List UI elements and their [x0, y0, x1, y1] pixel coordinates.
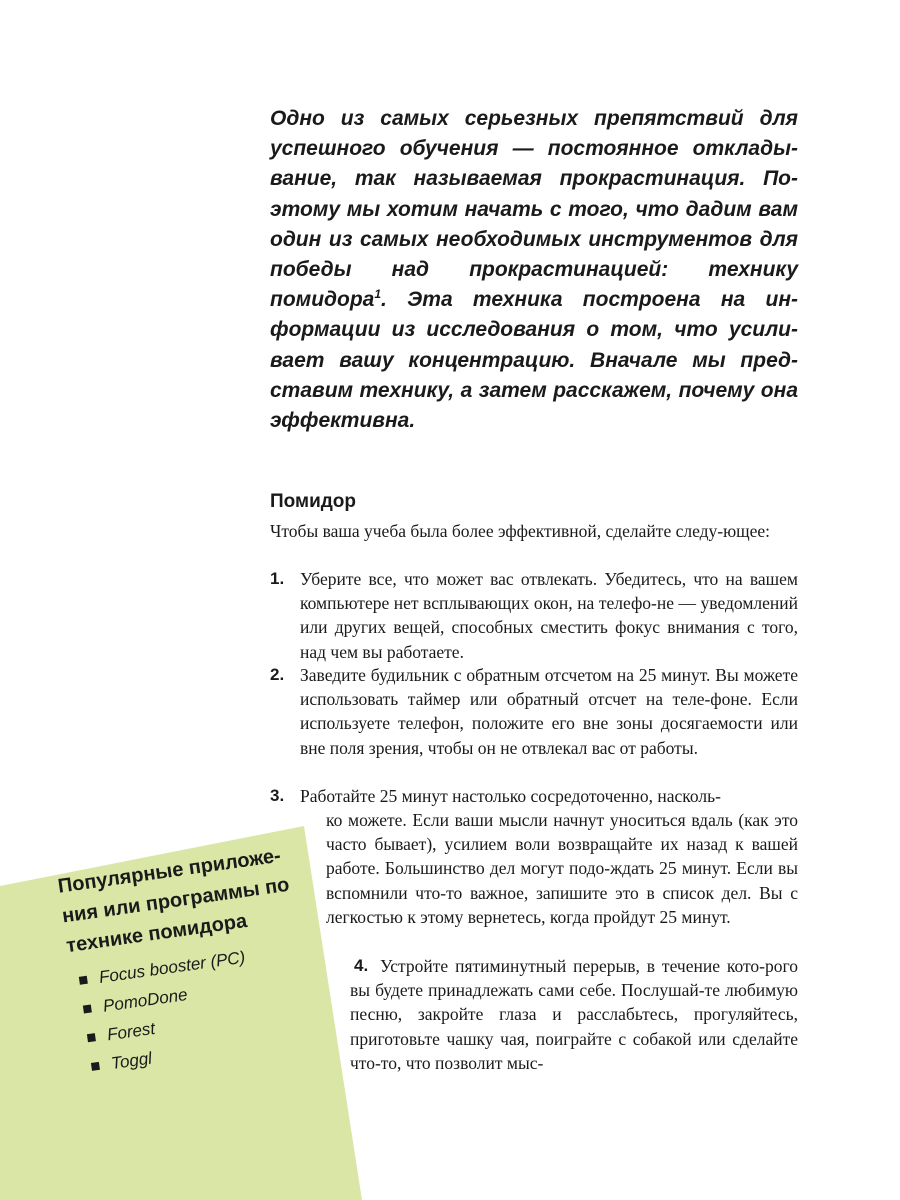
step-3	[270, 784, 798, 808]
step-text: ко можете. Если ваши мысли начнут уноситься вдаль (как это часто бывает), усилием воли возвращайте их назад к вашей работе. Большинство дел могут подо-ждать 25 минут. Если вы вспомнили что-то важное, запишите это в список дел. Вы с легкостью к этому вернетесь, когда пройдут 25 минут.	[326, 810, 798, 927]
square-bullet-icon	[83, 1004, 92, 1013]
sidebar-title: Популярные приложе-ния или программы по технике помидора	[56, 844, 291, 958]
sidebar-box	[56, 837, 333, 1082]
step-number: 4.	[354, 956, 369, 975]
step-3-continued	[326, 808, 798, 929]
app-name: Toggl	[109, 1048, 154, 1074]
step-4	[350, 954, 798, 1075]
app-name: Forest	[105, 1018, 157, 1045]
step-number: 2.	[270, 665, 285, 684]
app-name: Focus booster (PC)	[97, 947, 247, 987]
section-title: Помидор	[270, 491, 357, 512]
square-bullet-icon	[87, 1033, 96, 1042]
step-number: 3.	[270, 786, 285, 805]
step-number: 1.	[270, 569, 285, 588]
square-bullet-icon	[79, 976, 88, 985]
intro-text-rest: . Эта техника построена на ин-формации из исследования о том, что усили-вает вашу концентрацию. Вначале мы пред-ставим технику, а затем расскажем, почему она эффективна.	[270, 288, 798, 433]
intro-text-main: Одно из самых серьезных препятствий для успешного обучения — постоянное отклады-вание, так называемая прокрастинация. По-этому мы хотим начать с того, что дадим вам один из самых необходимых инструментов для победы над прокрастинацией: технику помидора	[270, 107, 798, 312]
step-text: Уберите все, что может вас отвлекать. Убедитесь, что на вашем компьютере нет всплывающих окон, на телефо-не — уведомлений или других вещей, способных сместить фокус внимания с того, над чем вы работаете.	[300, 569, 798, 662]
footnote-mark[interactable]: 1	[374, 287, 382, 302]
section-lead: Чтобы ваша учеба была более эффективной, сделайте следу-ющее:	[270, 521, 771, 541]
step-text-first-line: Работайте 25 минут настолько сосредоточенно, насколь-	[300, 786, 721, 806]
intro-paragraph	[270, 104, 798, 436]
step-1	[270, 567, 798, 664]
step-text: Устройте пятиминутный перерыв, в течение кото-рого вы будете принадлежать сами себе. Послушай-те любимую песню, закройте глаза и расслабьтесь, прогуляйтесь, приготовьте чашку чая, поиграйте с собакой или сделайте что-то, что позволит мыс-	[350, 956, 798, 1073]
step-text: Заведите будильник с обратным отсчетом на 25 минут. Вы можете использовать таймер или обратный отсчет на теле-фоне. Если используете телефон, положите его вне зоны досягаемости или вне поля зрения, чтобы он не отвлекал вас от работы.	[300, 665, 798, 758]
app-name: PomoDone	[101, 984, 189, 1016]
square-bullet-icon	[91, 1062, 100, 1071]
step-2	[270, 663, 798, 760]
